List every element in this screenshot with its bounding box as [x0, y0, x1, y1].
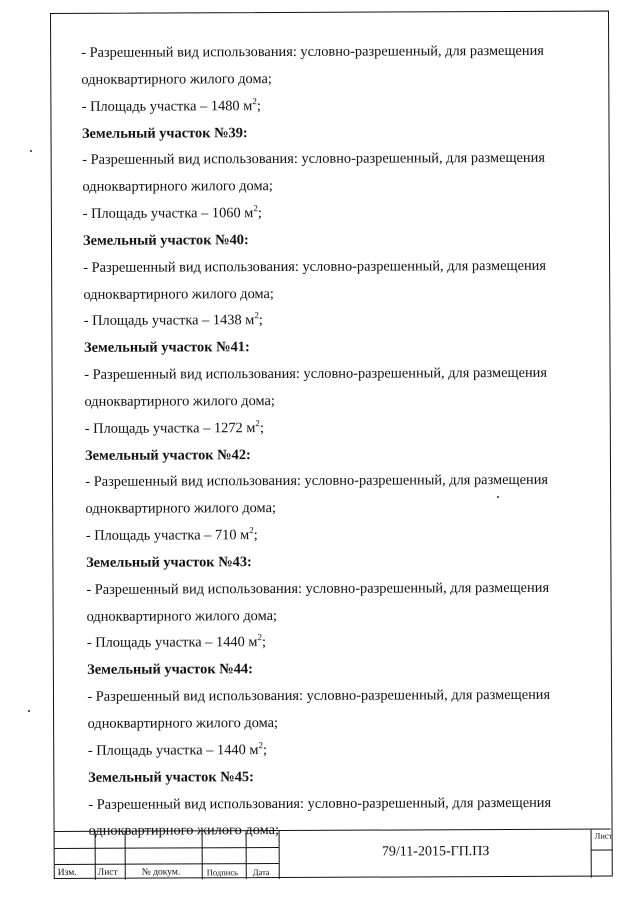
- line-text: - Разрешенный вид использования: условно-разрешенный, для размещения: [82, 150, 545, 169]
- line-text: Земельный участок №44:: [87, 661, 253, 679]
- line-text: - Разрешенный вид использования: условно-разрешенный, для размещения: [88, 794, 552, 813]
- text-line: [85, 471, 548, 491]
- line-text: одноквартирного жилого дома;: [86, 607, 278, 625]
- line-tail: ;: [256, 97, 261, 114]
- superscript: 2: [254, 310, 259, 321]
- section-heading: [88, 768, 254, 787]
- line-text: - Площадь участка – 1440 м: [86, 634, 258, 652]
- line-text: - Разрешенный вид использования: условно-разрешенный, для размещения: [85, 472, 549, 491]
- text-line: [86, 499, 276, 518]
- line-text: Земельный участок №42:: [84, 446, 251, 464]
- title-block: [55, 829, 611, 880]
- text-line: [88, 793, 551, 813]
- line-text: - Разрешенный вид использования: условно-разрешенный, для размещения: [84, 364, 548, 383]
- line-text: - Площадь участка – 1438 м: [83, 312, 255, 330]
- text-line: [88, 741, 267, 760]
- text-line: [87, 634, 266, 653]
- section-heading: [83, 231, 249, 250]
- line-text: Земельный участок №39:: [81, 124, 248, 142]
- line-text: одноквартирного жилого дома;: [83, 285, 274, 303]
- text-line: [81, 70, 271, 89]
- line-text: одноквартирного жилого дома;: [85, 500, 276, 518]
- line-tail: ;: [261, 634, 267, 651]
- line-text: одноквартирного жилого дома;: [87, 715, 279, 732]
- text-line: [84, 311, 263, 330]
- line-text: - Разрешенный вид использования: условно-разрешенный, для размещения: [87, 686, 551, 705]
- stamp-label-date: Дата: [252, 867, 270, 878]
- superscript: 2: [257, 632, 262, 643]
- document-body: [81, 42, 591, 840]
- line-text: - Площадь участка – 1060 м: [82, 205, 254, 222]
- stamp-label-signature: Подпись: [206, 867, 238, 878]
- superscript: 2: [255, 417, 260, 428]
- stamp-divider: [95, 832, 96, 880]
- stamp-row-line: [591, 850, 613, 851]
- document-code: 79/11-2015-ГП.ПЗ: [381, 844, 490, 860]
- section-heading: [87, 660, 253, 679]
- stamp-label-list: Лист: [97, 867, 118, 878]
- line-tail: ;: [259, 419, 264, 436]
- line-text: Земельный участок №41:: [83, 339, 250, 357]
- text-line: [81, 42, 544, 62]
- stamp-divider: [202, 831, 203, 879]
- stamp-label-sheet: Лист: [594, 830, 613, 841]
- text-line: [85, 419, 264, 438]
- line-text: - Разрешенный вид использования: условно-разрешенный, для размещения: [81, 42, 544, 61]
- stamp-label-izm: Изм.: [57, 867, 77, 878]
- line-text: Земельный участок №45:: [88, 768, 254, 786]
- scan-speck: [497, 496, 499, 498]
- line-text: одноквартирного жилого дома;: [82, 178, 273, 196]
- line-tail: ;: [257, 205, 262, 222]
- line-text: одноквартирного жилого дома;: [88, 822, 280, 840]
- text-line: [84, 392, 274, 411]
- line-text: Земельный участок №40:: [82, 232, 249, 249]
- line-text: одноквартирного жилого дома;: [81, 70, 272, 88]
- text-line: [86, 579, 549, 599]
- text-line: [82, 149, 545, 169]
- line-text: - Площадь участка – 1272 м: [84, 419, 256, 437]
- section-heading: [85, 446, 251, 465]
- scan-speck: [28, 710, 30, 712]
- line-text: - Площадь участка – 1480 м: [81, 97, 253, 115]
- stamp-divider: [246, 831, 247, 879]
- text-line: [84, 364, 547, 384]
- stamp-divider: [591, 830, 592, 878]
- text-line: [83, 204, 262, 223]
- line-text: - Площадь участка – 710 м: [85, 527, 250, 544]
- superscript: 2: [252, 95, 257, 106]
- text-line: [82, 97, 261, 116]
- line-text: - Разрешенный вид использования: условно-разрешенный, для размещения: [83, 257, 547, 276]
- line-tail: ;: [258, 312, 263, 329]
- text-line: [83, 285, 273, 304]
- section-heading: [82, 124, 248, 143]
- stamp-label-doc-no: № докум.: [141, 867, 181, 878]
- text-line: [82, 177, 272, 196]
- line-text: - Разрешенный вид использования: условно-разрешенный, для размещения: [86, 579, 550, 598]
- section-heading: [84, 338, 250, 357]
- text-line: [87, 686, 550, 706]
- text-line: [88, 714, 278, 733]
- page-frame: [50, 11, 613, 879]
- stamp-divider: [125, 832, 126, 880]
- line-tail: ;: [262, 741, 268, 758]
- text-line: [86, 526, 258, 545]
- line-text: Земельный участок №43:: [86, 554, 252, 571]
- superscript: 2: [258, 739, 263, 750]
- scan-speck: [30, 150, 32, 152]
- line-tail: ;: [253, 527, 258, 544]
- superscript: 2: [249, 525, 254, 536]
- text-line: [87, 607, 277, 626]
- line-text: одноквартирного жилого дома;: [84, 392, 275, 410]
- stamp-divider: [279, 831, 280, 879]
- section-heading: [86, 553, 252, 572]
- superscript: 2: [253, 203, 258, 214]
- text-line: [83, 257, 546, 277]
- line-text: - Площадь участка – 1440 м: [87, 741, 259, 759]
